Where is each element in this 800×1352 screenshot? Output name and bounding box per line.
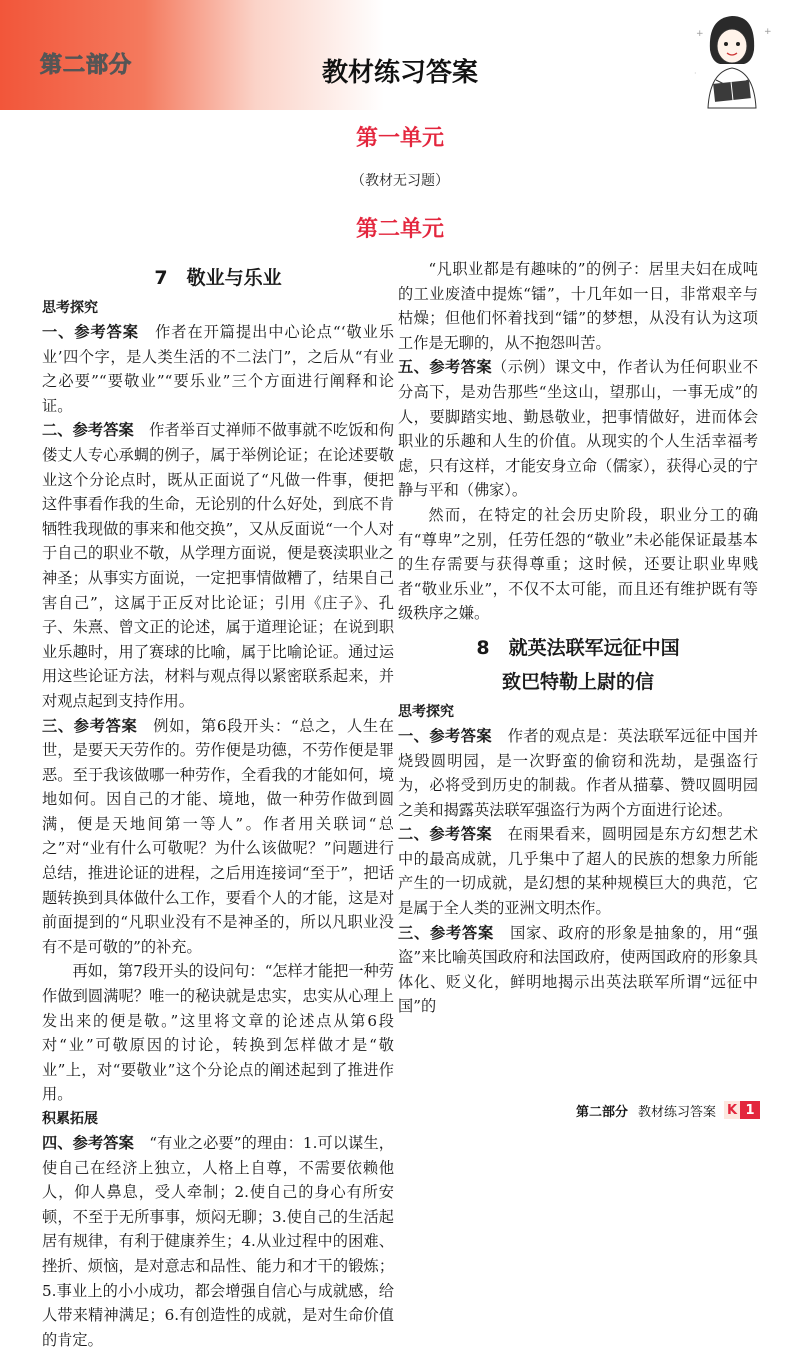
footer-part: 第二部分 [575,1104,628,1120]
subheading-accumulate-expand: 积累拓展 [42,1111,98,1127]
part-label: 第二部分 [40,53,133,78]
answer-label: 二、参考答案 [398,825,493,844]
reading-girl-illustration [680,6,780,110]
right-column [398,257,758,1019]
answer-paragraph [42,320,394,418]
lesson-8-title-line-2: 致巴特勒上尉的信 [501,670,654,693]
svg-text:+: + [696,29,704,39]
answer-paragraph: “凡职业都是有趣味的”的例子：居里夫妇在成吨的工业废渣中提炼“镭”，十几年如一日，非常艰辛与枯燥；但他们怀着找到“镭”的梦想，从没有认为这项工作是无聊的，从不抱怨叫苦。 [398,260,758,352]
left-column [42,262,394,1352]
unit-1-title: 第一单元 [355,126,444,151]
answer-text: 国家、政府的形象是抽象的，用“强盗”来比喻英国政府和法国政府，使两国政府的形象具体化、贬义化，鲜明地揭示出英法联军所谓“远征中国”的 [398,923,759,1016]
answer-text: “有业之必要”的理由：1.可以谋生，使自己在经济上独立，人格上自尊，不需要依赖他人，仰人鼻息，受人牵制；2.使自己的身心有所安顿，不至于无所事事，烦闷无聊；3.使自己的生活起居有规律，有利于健康养生；4.从业过程中的困难、挫折、烦恼，是对意志和品性、能力和才干的锻炼；5.事业上的小小成功，都会增强自信心与成就感，给人带来精神满足；6.有创造性的成就，是对生命价值的肯定。 [42,1134,394,1349]
answer-text: 作者的观点是：英法联军远征中国并烧毁圆明园，是一次野蛮的偷窃和洗劫，是强盗行为，必将受到历史的制裁。作者从描摹、赞叹圆明园之美和揭露英法联军强盗行为两个方面进行论述。 [398,726,759,819]
answer-label: 二、参考答案 [42,421,134,440]
page-title: 教材练习答案 [321,58,478,88]
answer-text: 作者举百丈禅师不做事就不吃饭和佝偻丈人专心承蜩的例子，属于举例论证；在论述要敬业这个分论点时，既从正面说了“凡做一件事，便把这件事看作我的生命，无论别的什么好处，到底不肯牺牲我现做的事来和他交换”，又从反面说“一个人对于自己的职业不敬，从学理方面说，便是亵渎职业之神圣；从事实方面说，一定把事情做糟了，结果自己害自己”，这属于正反对比论证；引用《庄子》、孔子、朱熹、曾文正的论述，属于道理论证；在说到职业乐趣时，用了赛球的比喻，属于比喻论证。通过运用这些论证方法，材料与观点得以紧密联系起来，并对观点起到支持作用。 [42,421,395,710]
answer-paragraph [398,724,758,822]
unit-1-note: （教材无习题） [351,173,449,189]
answer-label: 三、参考答案 [42,716,138,735]
answer-text: （示例）课文中，作者认为任何职业不分高下，是劝告那些“坐这山，望那山，一事无成”的人，要脚踏实地、勤恳敬业，把事情做好，进而体会职业的乐趣和人生的价值。从现实的个人生活幸福考虑，只有这样，才能安身立命（儒家），获得心灵的宁静与平和（佛家）。 [398,358,759,500]
answer-paragraph [398,822,758,920]
lesson-8-title-line-1: 8 就英法联军远征中国 [476,636,680,659]
answer-paragraph [42,418,394,713]
footer-label: 教材练习答案 [637,1104,716,1120]
answer-paragraph [42,714,394,960]
page-number: 1 [740,1101,760,1119]
subheading-think-explore: 思考探究 [42,300,98,316]
answer-text: 作者在开篇提出中心论点“‘敬业乐业’四个字，是人类生活的不二法门”，之后从“有业之必要”“要敬业”“要乐业”三个方面进行阐释和论证。 [42,323,395,415]
answer-label: 五、参考答案 [398,358,493,377]
svg-text:+: + [764,27,772,37]
answer-text: 在雨果看来，圆明园是东方幻想艺术中的最高成就，几乎集中了超人的民族的想象力所能产生的一切成就，是幻想的某种规模巨大的典范，它是属于全人类的亚洲文明杰作。 [398,825,759,918]
unit-2-title: 第二单元 [355,217,444,242]
answer-label: 四、参考答案 [42,1134,134,1152]
answer-paragraph: 然而，在特定的社会历史阶段，职业分工的确有“尊卑”之别，任劳任怨的“敬业”未必能保证最基本的生存需要与获得尊重；这时候，还要让职业卑贱者“敬业乐业”，不仅不太可能，而且还有维护既有等级秩序之嫌。 [398,505,758,623]
answer-text: 例如，第6段开头：“总之，人生在世，是要天天劳作的。劳作便是功德，不劳作便是罪恶。至于我该做哪一种劳作，全看我的才能如何，境地如何。因自己的才能、境地，做一种劳作做到圆满，便是天地间第一等人”。作者用关联词“总之”对“业有什么可敬呢？为什么该做呢？”问题进行总结，推进论证的进程，之后用连接词“至于”，把话题转换到具体做什么工作，要看个人的才能，这是对前面提到的“凡职业没有不是神圣的，所以凡职业没有不是可敬的”的补充。 [42,716,394,956]
answer-paragraph [398,921,758,1019]
answer-label: 一、参考答案 [398,726,493,745]
answer-paragraph [42,1131,394,1352]
answer-paragraph: 再如，第7段开头的设问句：“怎样才能把一种劳作做到圆满呢？唯一的秘诀就是忠实，忠实从心理上发出来的便是敬。”这里将文章的论述点从第6段对“业”可敬原因的讨论，转换到怎样做才是“敬业”上，对“要敬业”这个分论点的阐述起到了推进作用。 [42,962,394,1104]
svg-text:·: · [694,69,697,78]
answer-label: 三、参考答案 [398,923,495,942]
subheading-think-explore: 思考探究 [398,703,454,720]
page-footer [576,1099,760,1121]
answer-paragraph [398,355,758,503]
k-badge-icon: K [724,1101,740,1119]
lesson-7-title: 7 敬业与乐业 [154,267,282,289]
answer-label: 一、参考答案 [42,323,139,341]
